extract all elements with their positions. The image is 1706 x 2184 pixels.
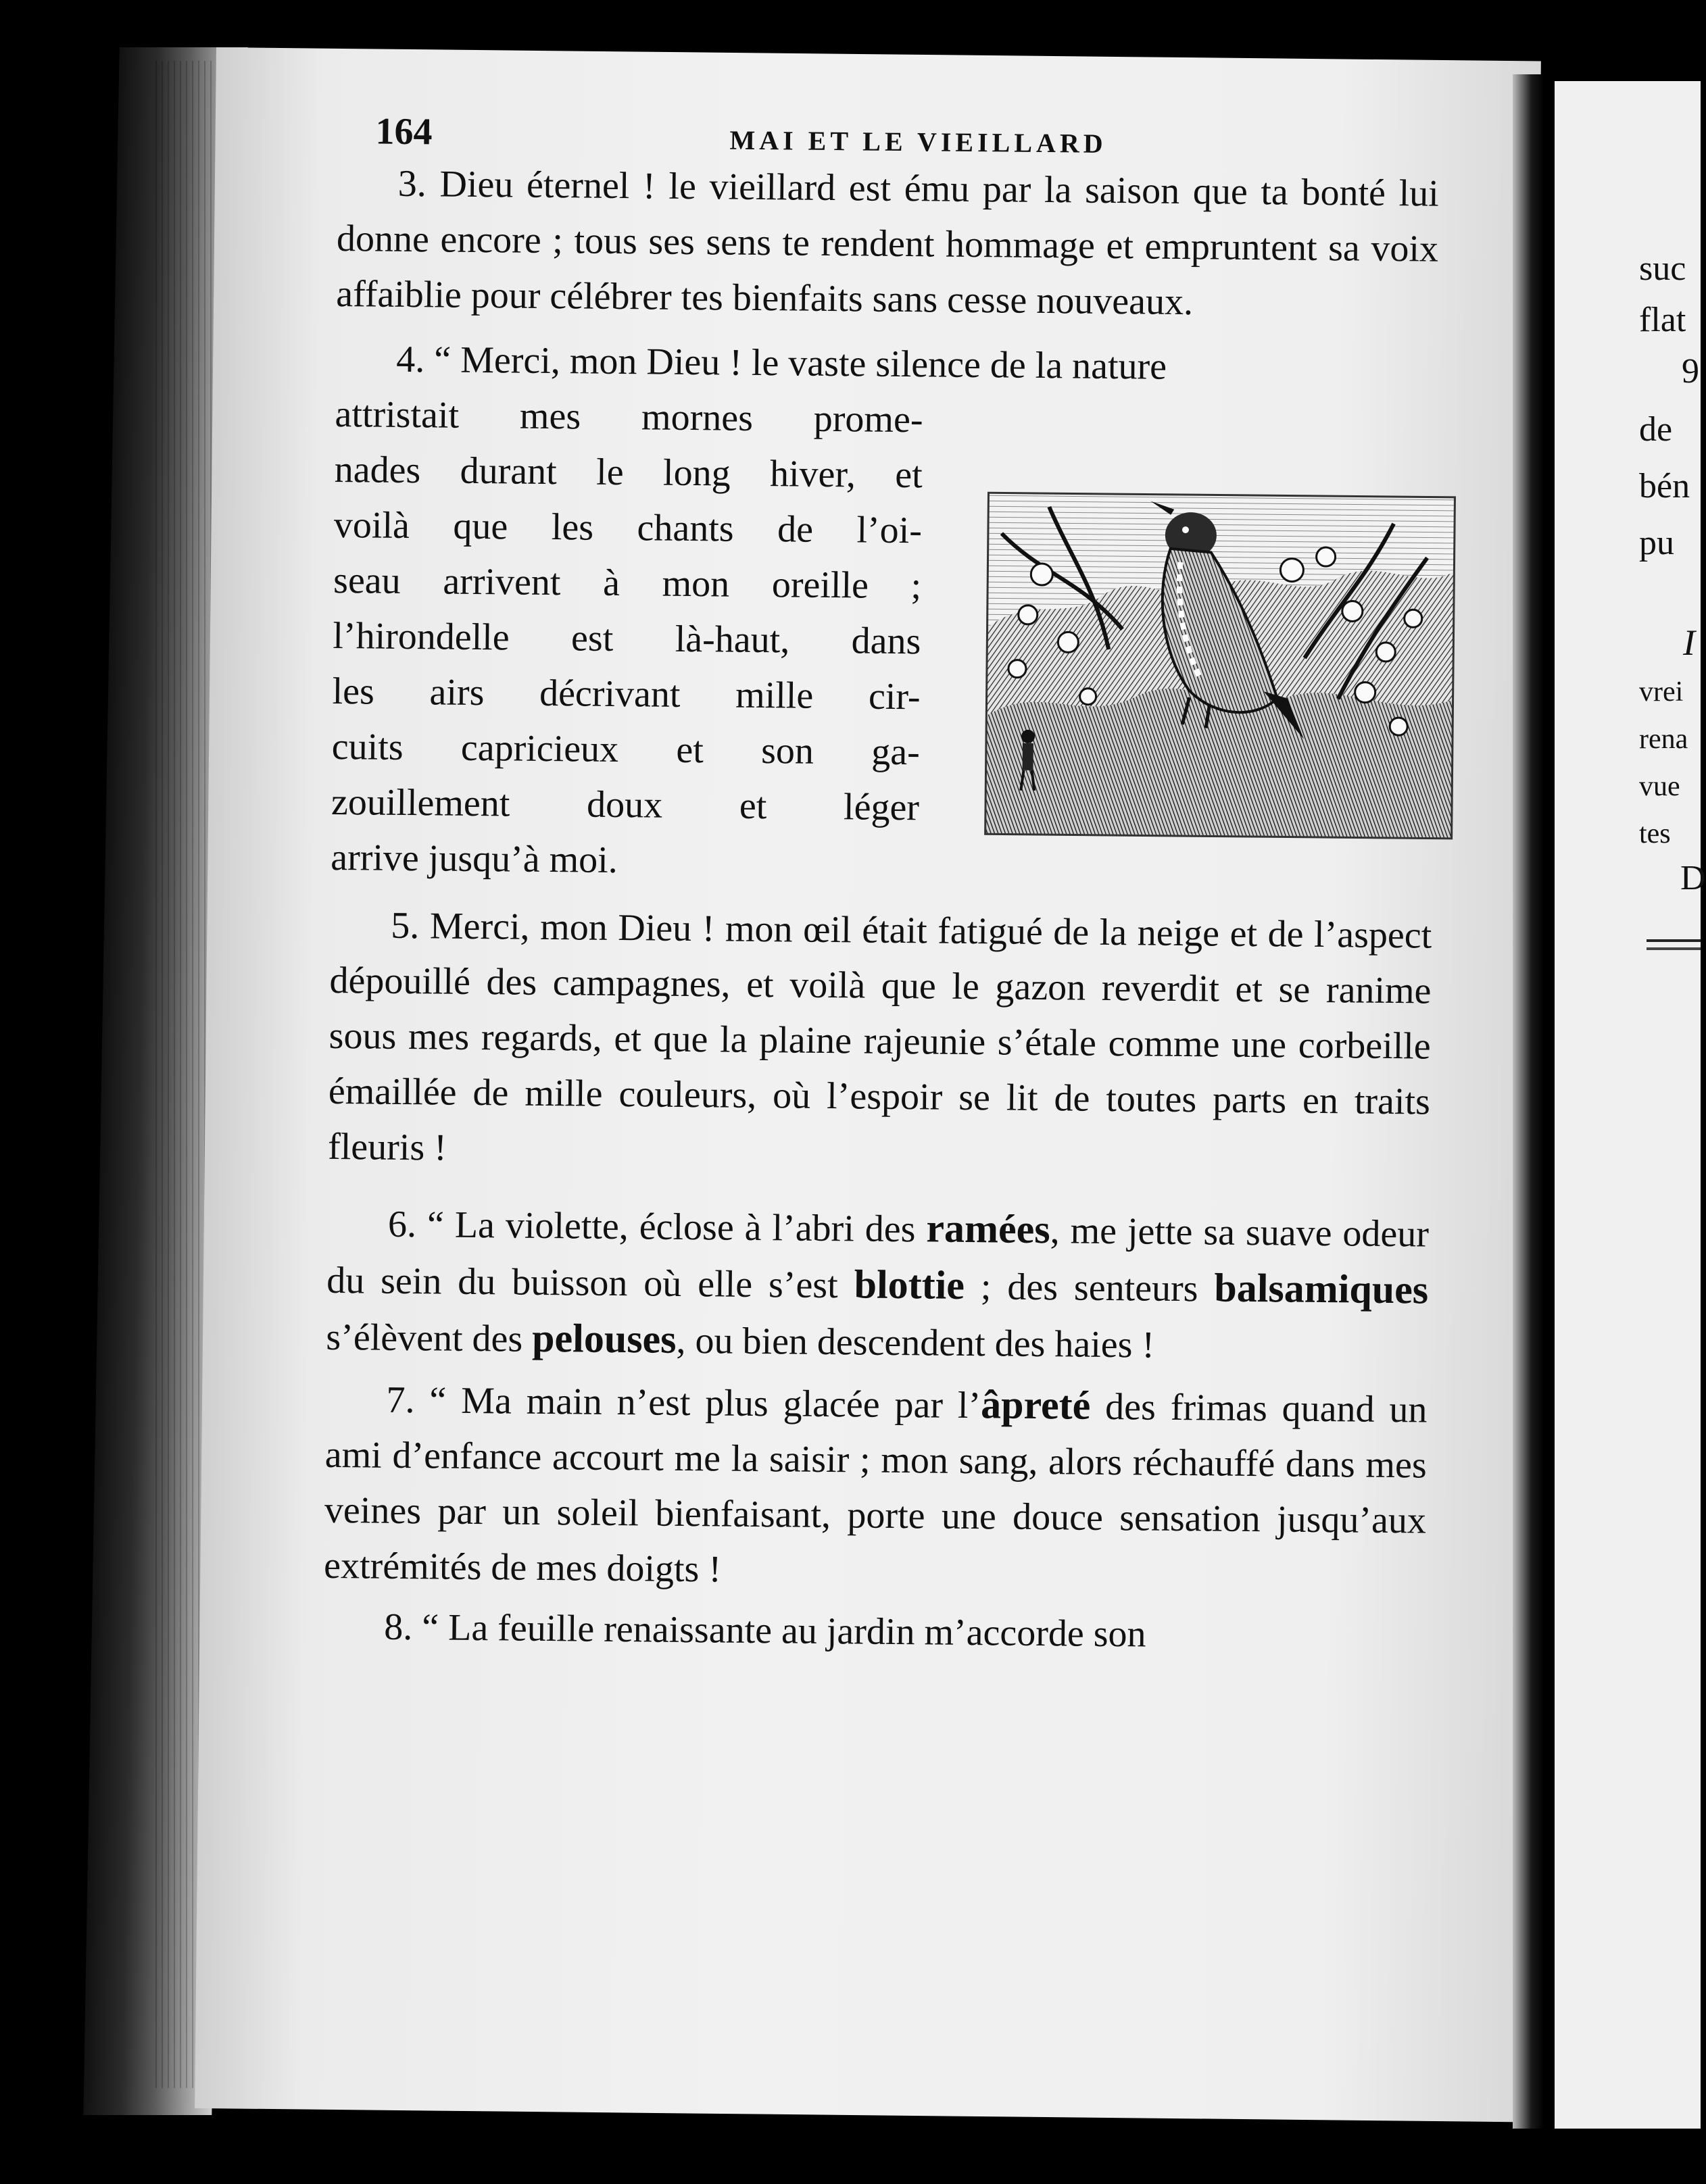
paragraph-6-text: ; des senteurs xyxy=(964,1265,1215,1310)
adjacent-page xyxy=(1555,81,1701,2129)
right-page-fragment: 9 xyxy=(1682,352,1699,391)
right-page-rule xyxy=(1647,939,1701,942)
page-number: 164 xyxy=(375,110,433,153)
paragraph-6-text: 6. “ La violette, éclose à l’abri des xyxy=(387,1203,927,1251)
paragraph-4-line: l’hirondelle est là-haut, dans xyxy=(333,614,921,663)
right-page-fragment: pu xyxy=(1639,524,1674,562)
paragraph-4-line: les airs décrivant mille cir- xyxy=(332,670,921,718)
bold-term-pelouses: pelouses xyxy=(531,1315,677,1362)
paragraph-7 xyxy=(324,1370,1428,1604)
paragraph-3: 3. Dieu éternel ! le vieillard est ému par la saison que ta bonté lui donne encore ; tous ses sens te rendent hommage et empruntent sa voix affaiblie pour célébrer tes bienfaits sans cesse nouveaux. xyxy=(335,162,1440,324)
paragraph-8: 8. “ La feuille renaissante au jardin m’accorde son xyxy=(384,1606,1146,1656)
right-page-fragment: de xyxy=(1639,410,1673,449)
paragraph-4-line: zouillement doux et léger xyxy=(331,780,920,829)
paragraph-6-text: s’élèvent des xyxy=(326,1316,533,1360)
paragraph-4-body xyxy=(331,387,923,891)
bold-term-balsamiques: balsamiques xyxy=(1214,1265,1429,1312)
right-page-fragment: bén xyxy=(1639,467,1690,505)
paragraph-6-text: , me jette sa suave odeur du sein du buisson où elle s’est xyxy=(326,1210,1430,1307)
right-page-fragment: tes xyxy=(1639,818,1671,849)
page-header xyxy=(337,101,1487,166)
paragraph-4-first-line: 4. “ Merci, mon Dieu ! le vaste silence de la nature xyxy=(396,338,1167,388)
right-page-fragment: suc xyxy=(1639,249,1686,288)
paragraph-4-line: seau arrivent à mon oreille ; xyxy=(333,559,922,607)
paragraph-4-line: voilà que les chants de l’oi- xyxy=(333,503,923,552)
paragraph-7-text: 7. “ Ma main n’est plus glacée par l’ xyxy=(386,1379,981,1427)
paragraph-4-line: nades durant le long hiver, et xyxy=(334,448,923,497)
right-page-fragment: flat xyxy=(1639,301,1686,339)
right-page-fragment: rena xyxy=(1639,724,1688,755)
right-page-fragment: vue xyxy=(1639,771,1680,802)
paragraph-6 xyxy=(326,1195,1429,1376)
page-text xyxy=(323,101,1487,1665)
bold-term-aprete: âpreté xyxy=(980,1382,1091,1428)
bold-term-ramees: ramées xyxy=(926,1206,1050,1252)
right-page-fragment: I xyxy=(1683,622,1695,663)
paragraph-6-text: , ou bien descendent des haies ! xyxy=(676,1319,1155,1366)
right-page-fragment: D xyxy=(1680,859,1706,897)
paragraph-7-text: des frimas quand un ami d’enfance accourt me la saisir ; mon sang, alors réchauffé dans mes veines par un soleil bienfaisant, porte une douce sensation jusqu’aux extrémités de mes doigts ! xyxy=(323,1385,1428,1591)
bird-engraving-illustration xyxy=(985,493,1455,839)
paragraph-4-line: arrive jusqu’à moi. xyxy=(330,836,618,882)
paragraph-5: 5. Merci, mon Dieu ! mon œil était fatigué de la neige et de l’aspect dépouillé des campagnes, et voilà que le gazon reverdit et se ranime sous mes regards, et que la plaine rajeunie s’étale comme une corbeille émaillée de mille couleurs, où l’espoir se lit de toutes parts en traits fleuris ! xyxy=(327,904,1432,1169)
paragraph-4-line: attristait mes mornes prome- xyxy=(335,393,923,441)
bold-term-blottie: blottie xyxy=(854,1262,965,1308)
right-page-fragment: vrei xyxy=(1639,676,1684,708)
book-gutter xyxy=(1513,74,1544,2129)
running-title: MAI ET LE VIEILLARD xyxy=(729,124,1107,159)
paragraph-4-line: cuits capricieux et son ga- xyxy=(331,725,921,774)
paragraph-4-wrapped xyxy=(331,387,1484,908)
